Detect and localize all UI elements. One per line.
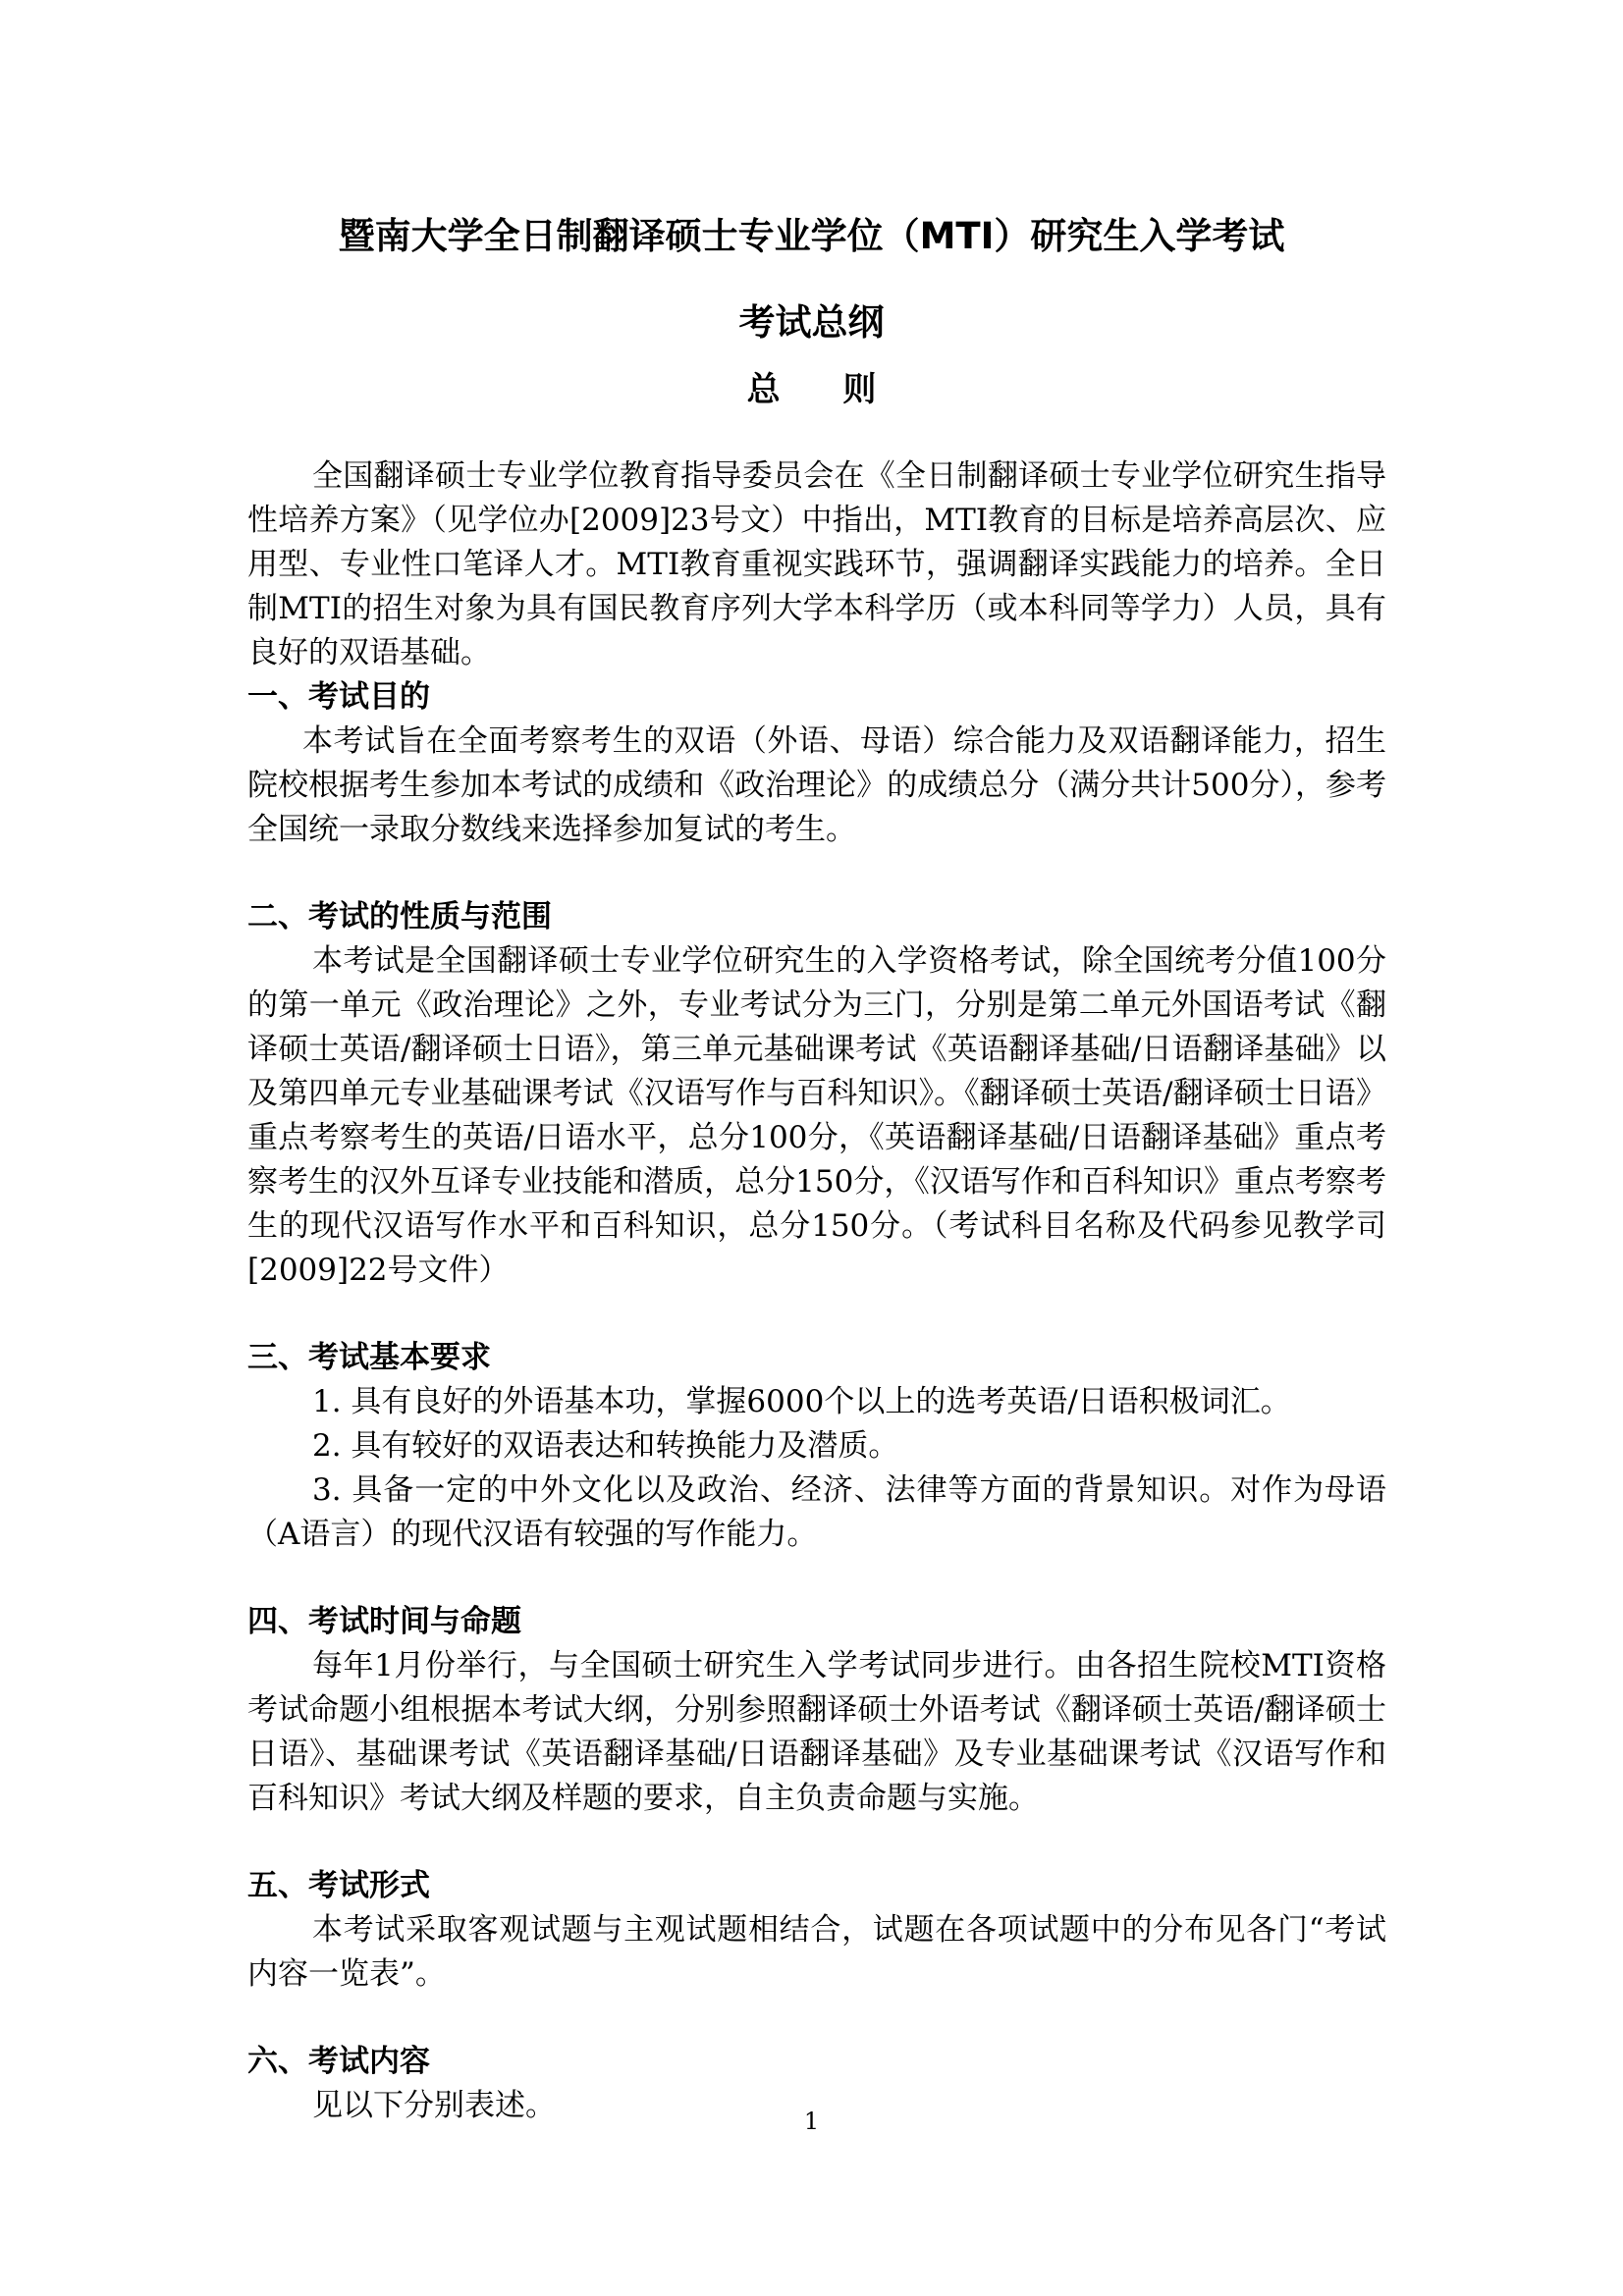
section-heading-requirements: 三、考试基本要求	[247, 1340, 491, 1375]
document-title: 暨南大学全日制翻译硕士专业学位（MTI）研究生入学考试	[338, 215, 1285, 257]
section-body-content: 见以下分别表述。	[312, 2088, 556, 2123]
spacer	[247, 852, 1386, 895]
section-body-nature-scope: 本考试是全国翻译硕士专业学位研究生的入学资格考试，除全国统考分值100分的第一单元《政治理论》之外，专业考试分为三门，分别是第二单元外国语考试《翻译硕士英语/翻译硕士日语》，第三单元基础课考试《英语翻译基础/日语翻译基础》以及第四单元专业基础课考试《汉语写作与百科知识》。《翻译硕士英语/翻译硕士日语》重点考察考生的英语/日语水平，总分100分，《英语翻译基础/日语翻译基础》重点考察考生的汉外互译专业技能和潜质，总分150分，《汉语写作和百科知识》重点考察考生的现代汉语写作水平和百科知识，总分150分。（考试科目名称及代码参见教学司[2009]22号文件）	[247, 943, 1386, 1288]
section-body-format: 本考试采取客观试题与主观试题相结合，试题在各项试题中的分布见各门“考试内容一览表”。	[247, 1912, 1386, 1992]
section-heading-nature-scope: 二、考试的性质与范围	[247, 899, 552, 934]
requirement-item-3: 3. 具备一定的中外文化以及政治、经济、法律等方面的背景知识。对作为母语（A语言）的现代汉语有较强的写作能力。	[247, 1472, 1386, 1552]
section-heading-content: 六、考试内容	[247, 2044, 430, 2079]
requirement-item-1: 1. 具有良好的外语基本功，掌握6000个以上的选考英语/日语积极词汇。	[312, 1384, 1291, 1419]
spacer	[247, 1821, 1386, 1864]
intro-paragraph: 全国翻译硕士专业学位教育指导委员会在《全日制翻译硕士专业学位研究生指导性培养方案》（见学位办[2009]23号文）中指出，MTI教育的目标是培养高层次、应用型、专业性口笔译人才。MTI教育重视实践环节，强调翻译实践能力的培养。全日制MTI的招生对象为具有国民教育序列大学本科学历（或本科同等学力）人员，具有良好的双语基础。	[247, 458, 1386, 670]
document-subtitle: 考试总纲	[738, 301, 885, 344]
spacer	[247, 1293, 1386, 1336]
spacer	[247, 1997, 1386, 2040]
section-heading-purpose: 一、考试目的	[247, 679, 430, 715]
section-body-purpose: 本考试旨在全面考察考生的双语（外语、母语）综合能力及双语翻译能力，招生院校根据考生参加本考试的成绩和《政治理论》的成绩总分（满分共计500分），参考全国统一录取分数线来选择参加复试的考生。	[247, 723, 1386, 847]
section-body-time-setting: 每年1月份举行，与全国硕士研究生入学考试同步进行。由各招生院校MTI资格考试命题小组根据本考试大纲，分别参照翻译硕士外语考试《翻译硕士英语/翻译硕士日语》、基础课考试《英语翻译基础/日语翻译基础》及专业基础课考试《汉语写作和百科知识》考试大纲及样题的要求，自主负责命题与实施。	[247, 1648, 1386, 1816]
page-number: 1	[803, 2108, 820, 2135]
spacer	[247, 1557, 1386, 1600]
general-rules-heading: 总 则	[746, 370, 902, 409]
section-heading-time-setting: 四、考试时间与命题	[247, 1604, 521, 1639]
requirement-item-2: 2. 具有较好的双语表达和转换能力及潜质。	[312, 1428, 899, 1464]
section-heading-format: 五、考试形式	[247, 1868, 430, 1903]
document-body	[247, 454, 1386, 2128]
